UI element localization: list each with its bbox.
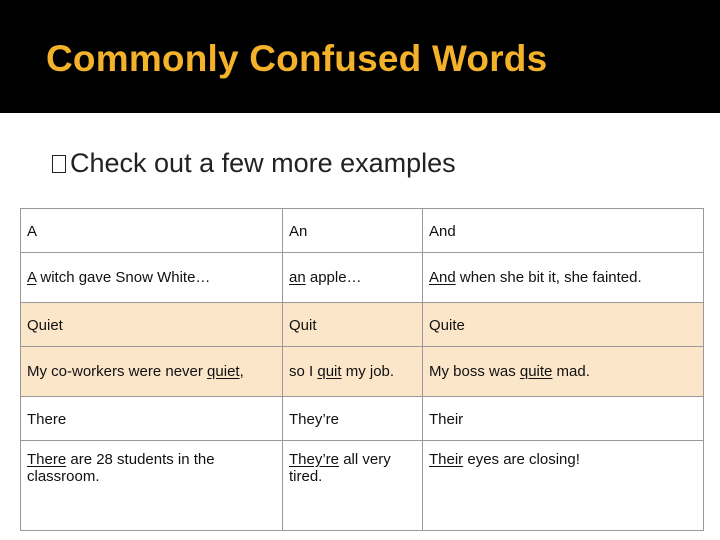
underlined-word: Their	[429, 451, 464, 468]
example-text: My co-workers were never	[27, 363, 208, 380]
table-row	[21, 303, 704, 347]
underlined-word: And	[429, 269, 456, 286]
underlined-word: quite	[519, 363, 553, 380]
example-cell	[423, 253, 704, 303]
word-cell: Quite	[423, 303, 704, 347]
table-row	[21, 347, 704, 397]
underlined-word: There	[27, 451, 67, 468]
underlined-word: quiet	[207, 363, 240, 380]
underlined-word: quit	[317, 363, 342, 380]
word-cell: An	[283, 209, 423, 253]
example-cell	[21, 347, 283, 397]
word-cell: And	[423, 209, 704, 253]
table-row	[21, 397, 704, 441]
example-text: when she bit it, she fainted.	[455, 269, 642, 286]
word-cell: Quit	[283, 303, 423, 347]
example-text: all very tired.	[289, 451, 391, 485]
example-text: ,	[239, 363, 244, 380]
word-cell: Quiet	[21, 303, 283, 347]
example-text: are 28 students in the classroom.	[27, 451, 215, 485]
example-cell	[423, 347, 704, 397]
slide-title: Commonly Confused Words	[46, 38, 548, 79]
table-row	[21, 253, 704, 303]
word-cell: They’re	[283, 397, 423, 441]
bullet-box-icon	[52, 155, 66, 173]
table-row	[21, 441, 704, 531]
bullet-text: Check out a few more examples	[70, 148, 456, 178]
example-text: apple…	[305, 269, 362, 286]
example-text: eyes are closing!	[463, 451, 580, 468]
example-cell	[423, 441, 704, 531]
underlined-word: an	[289, 269, 306, 286]
example-text: so I	[289, 363, 318, 380]
word-cell: A	[21, 209, 283, 253]
table-row	[21, 209, 704, 253]
underlined-word: A	[27, 269, 37, 286]
title-bar	[0, 0, 720, 113]
underlined-word: They’re	[289, 451, 340, 468]
example-cell	[283, 253, 423, 303]
example-text: witch gave Snow White…	[36, 269, 211, 286]
words-table	[20, 208, 704, 531]
word-cell: There	[21, 397, 283, 441]
example-cell	[283, 347, 423, 397]
word-cell: Their	[423, 397, 704, 441]
example-text: my job.	[341, 363, 395, 380]
example-cell	[21, 441, 283, 531]
example-cell	[283, 441, 423, 531]
example-text: mad.	[552, 363, 590, 380]
example-cell	[21, 253, 283, 303]
bullet-point	[52, 148, 456, 179]
example-text: My boss was	[429, 363, 520, 380]
